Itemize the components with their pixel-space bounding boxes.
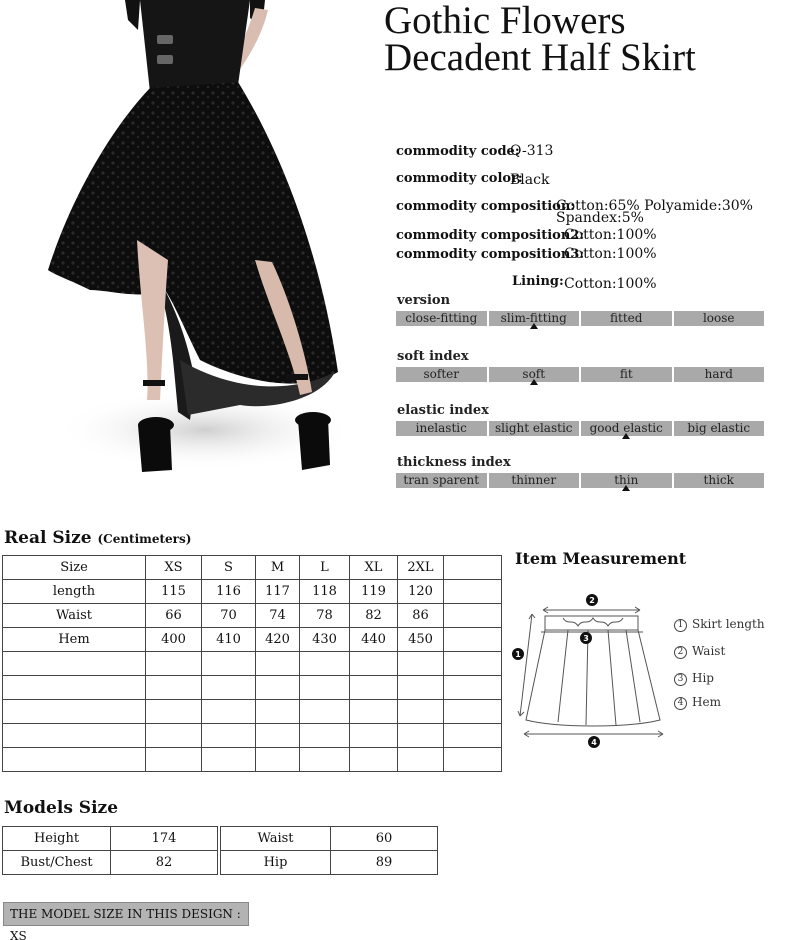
elastic-option-label: slight elastic <box>494 421 573 435</box>
legend-label: Hem <box>692 695 721 709</box>
product-photo <box>0 0 380 500</box>
lining-label: Lining: <box>512 274 564 289</box>
elastic-option-label: big elastic <box>687 421 751 435</box>
title-line-2: Decadent Half Skirt <box>384 36 696 79</box>
soft-option-label: hard <box>704 367 733 381</box>
table-cell: 78 <box>300 604 350 628</box>
soft-option <box>581 367 672 382</box>
bust-value: 82 <box>111 851 218 875</box>
commodity-composition2-value: Cotton:100% <box>564 227 657 243</box>
thickness-option <box>674 473 765 488</box>
table-cell: 119 <box>350 580 398 604</box>
legend-label: Waist <box>692 644 726 658</box>
lining-value: Cotton:100% <box>564 276 657 292</box>
version-option <box>581 311 672 326</box>
selected-marker-icon <box>530 323 538 329</box>
hip-label: Hip <box>221 851 331 875</box>
models-size-table-right <box>220 826 438 875</box>
soft-option-label: softer <box>423 367 459 381</box>
table-cell: 117 <box>256 580 300 604</box>
table-cell: 450 <box>398 628 444 652</box>
marker-number-2: 2 <box>589 596 595 605</box>
table-header-cell: M <box>256 556 300 580</box>
elastic-option <box>489 421 580 436</box>
table-cell: 82 <box>350 604 398 628</box>
commodity-color-label: commodity color: <box>396 171 523 186</box>
soft-option-label: soft <box>522 367 546 381</box>
table-cell: 410 <box>202 628 256 652</box>
commodity-composition3-value: Cotton:100% <box>564 246 657 262</box>
legend-label: Hip <box>692 671 714 685</box>
table-header-cell: L <box>300 556 350 580</box>
version-option-label: close-fitting <box>405 311 478 325</box>
table-row <box>3 851 218 875</box>
table-header-row <box>3 556 502 580</box>
soft-index-bar <box>396 367 764 382</box>
legend-item-hem <box>674 695 721 710</box>
height-label: Height <box>3 827 111 851</box>
elastic-option-label: inelastic <box>415 421 467 435</box>
commodity-composition-label: commodity composition: <box>396 199 576 214</box>
table-cell: 400 <box>146 628 202 652</box>
soft-option <box>396 367 487 382</box>
waist-value: 60 <box>331 827 438 851</box>
thickness-option-label: thinner <box>511 473 557 487</box>
models-size-table-left <box>2 826 218 875</box>
elastic-option-selected <box>581 421 672 436</box>
table-cell: length <box>3 580 146 604</box>
table-cell: 66 <box>146 604 202 628</box>
skirt-measurement-diagram <box>508 588 673 753</box>
commodity-code-value: Q-313 <box>510 143 554 159</box>
table-cell-empty <box>444 580 502 604</box>
legend-number: 2 <box>674 646 687 659</box>
commodity-composition-line2: Spandex:5% <box>556 210 644 226</box>
soft-index-title: soft index <box>397 349 469 364</box>
version-index-bar <box>396 311 764 326</box>
table-cell-empty <box>444 556 502 580</box>
commodity-composition2-label: commodity composition2: <box>396 228 585 243</box>
selected-marker-icon <box>530 379 538 385</box>
selected-marker-icon <box>622 485 630 491</box>
thickness-option-label: thick <box>703 473 734 487</box>
table-cell: 118 <box>300 580 350 604</box>
table-row-empty <box>3 724 502 748</box>
thickness-option-label: tran sparent <box>403 473 480 487</box>
real-size-title: Real Size <box>4 528 92 548</box>
commodity-code-label: commodity code: <box>396 144 520 159</box>
version-title: version <box>397 293 451 308</box>
table-cell: 440 <box>350 628 398 652</box>
thickness-index-title: thickness index <box>397 455 511 470</box>
table-row-empty <box>3 652 502 676</box>
legend-item-skirt-length <box>674 617 765 632</box>
title-line-1: Gothic Flowers <box>384 0 626 42</box>
table-cell-empty <box>444 628 502 652</box>
elastic-option <box>396 421 487 436</box>
version-option <box>396 311 487 326</box>
soft-option-selected <box>489 367 580 382</box>
version-option-label: slim-fitting <box>500 311 567 325</box>
table-header-cell: 2XL <box>398 556 444 580</box>
commodity-composition-line1: Cotton:65% Polyamide:30% <box>556 198 753 214</box>
marker-number-4: 4 <box>591 738 597 747</box>
table-row-empty <box>3 700 502 724</box>
table-row <box>3 604 502 628</box>
table-header-cell: Size <box>3 556 146 580</box>
thickness-index-bar <box>396 473 764 488</box>
real-size-table <box>2 555 502 772</box>
table-row <box>3 827 218 851</box>
product-title <box>384 0 696 79</box>
table-row-empty <box>3 676 502 700</box>
marker-number-3: 3 <box>583 634 589 643</box>
marker-number-1: 1 <box>515 650 521 659</box>
elastic-option <box>674 421 765 436</box>
selected-marker-icon <box>622 433 630 439</box>
models-size-title: Models Size <box>4 798 119 818</box>
thickness-option <box>489 473 580 488</box>
thickness-option-label: thin <box>614 473 639 487</box>
table-cell: 70 <box>202 604 256 628</box>
table-cell: 115 <box>146 580 202 604</box>
table-row <box>3 580 502 604</box>
commodity-color-value: Black <box>510 172 550 188</box>
table-header-cell: XS <box>146 556 202 580</box>
table-header-cell: S <box>202 556 256 580</box>
table-row <box>221 851 438 875</box>
waist-label: Waist <box>221 827 331 851</box>
version-option-label: fitted <box>610 311 643 325</box>
height-value: 174 <box>111 827 218 851</box>
table-header-cell: XL <box>350 556 398 580</box>
elastic-index-bar <box>396 421 764 436</box>
table-cell: Waist <box>3 604 146 628</box>
soft-option <box>674 367 765 382</box>
table-cell-empty <box>444 604 502 628</box>
commodity-composition3-label: commodity composition3: <box>396 247 585 262</box>
real-size-unit: (Centimeters) <box>97 532 192 546</box>
table-cell: 74 <box>256 604 300 628</box>
table-row <box>221 827 438 851</box>
table-cell: 116 <box>202 580 256 604</box>
soft-option-label: fit <box>619 367 633 381</box>
table-cell: 430 <box>300 628 350 652</box>
legend-number: 3 <box>674 673 687 686</box>
legend-number: 1 <box>674 619 687 632</box>
elastic-index-title: elastic index <box>397 403 489 418</box>
legend-number: 4 <box>674 697 687 710</box>
thickness-option-selected <box>581 473 672 488</box>
version-option <box>674 311 765 326</box>
model-size-note: THE MODEL SIZE IN THIS DESIGN : XS <box>3 902 249 926</box>
bust-label: Bust/Chest <box>3 851 111 875</box>
table-row <box>3 628 502 652</box>
table-cell: Hem <box>3 628 146 652</box>
table-cell: 420 <box>256 628 300 652</box>
table-cell: 86 <box>398 604 444 628</box>
version-option-selected <box>489 311 580 326</box>
elastic-option-label: good elastic <box>589 421 663 435</box>
version-option-label: loose <box>702 311 735 325</box>
legend-label: Skirt length <box>692 617 765 631</box>
item-measurement-title: Item Measurement <box>515 549 687 568</box>
thickness-option <box>396 473 487 488</box>
table-row-empty <box>3 748 502 772</box>
legend-item-waist <box>674 644 725 659</box>
legend-item-hip <box>674 671 714 686</box>
hip-value: 89 <box>331 851 438 875</box>
table-cell: 120 <box>398 580 444 604</box>
real-size-heading <box>4 528 191 548</box>
